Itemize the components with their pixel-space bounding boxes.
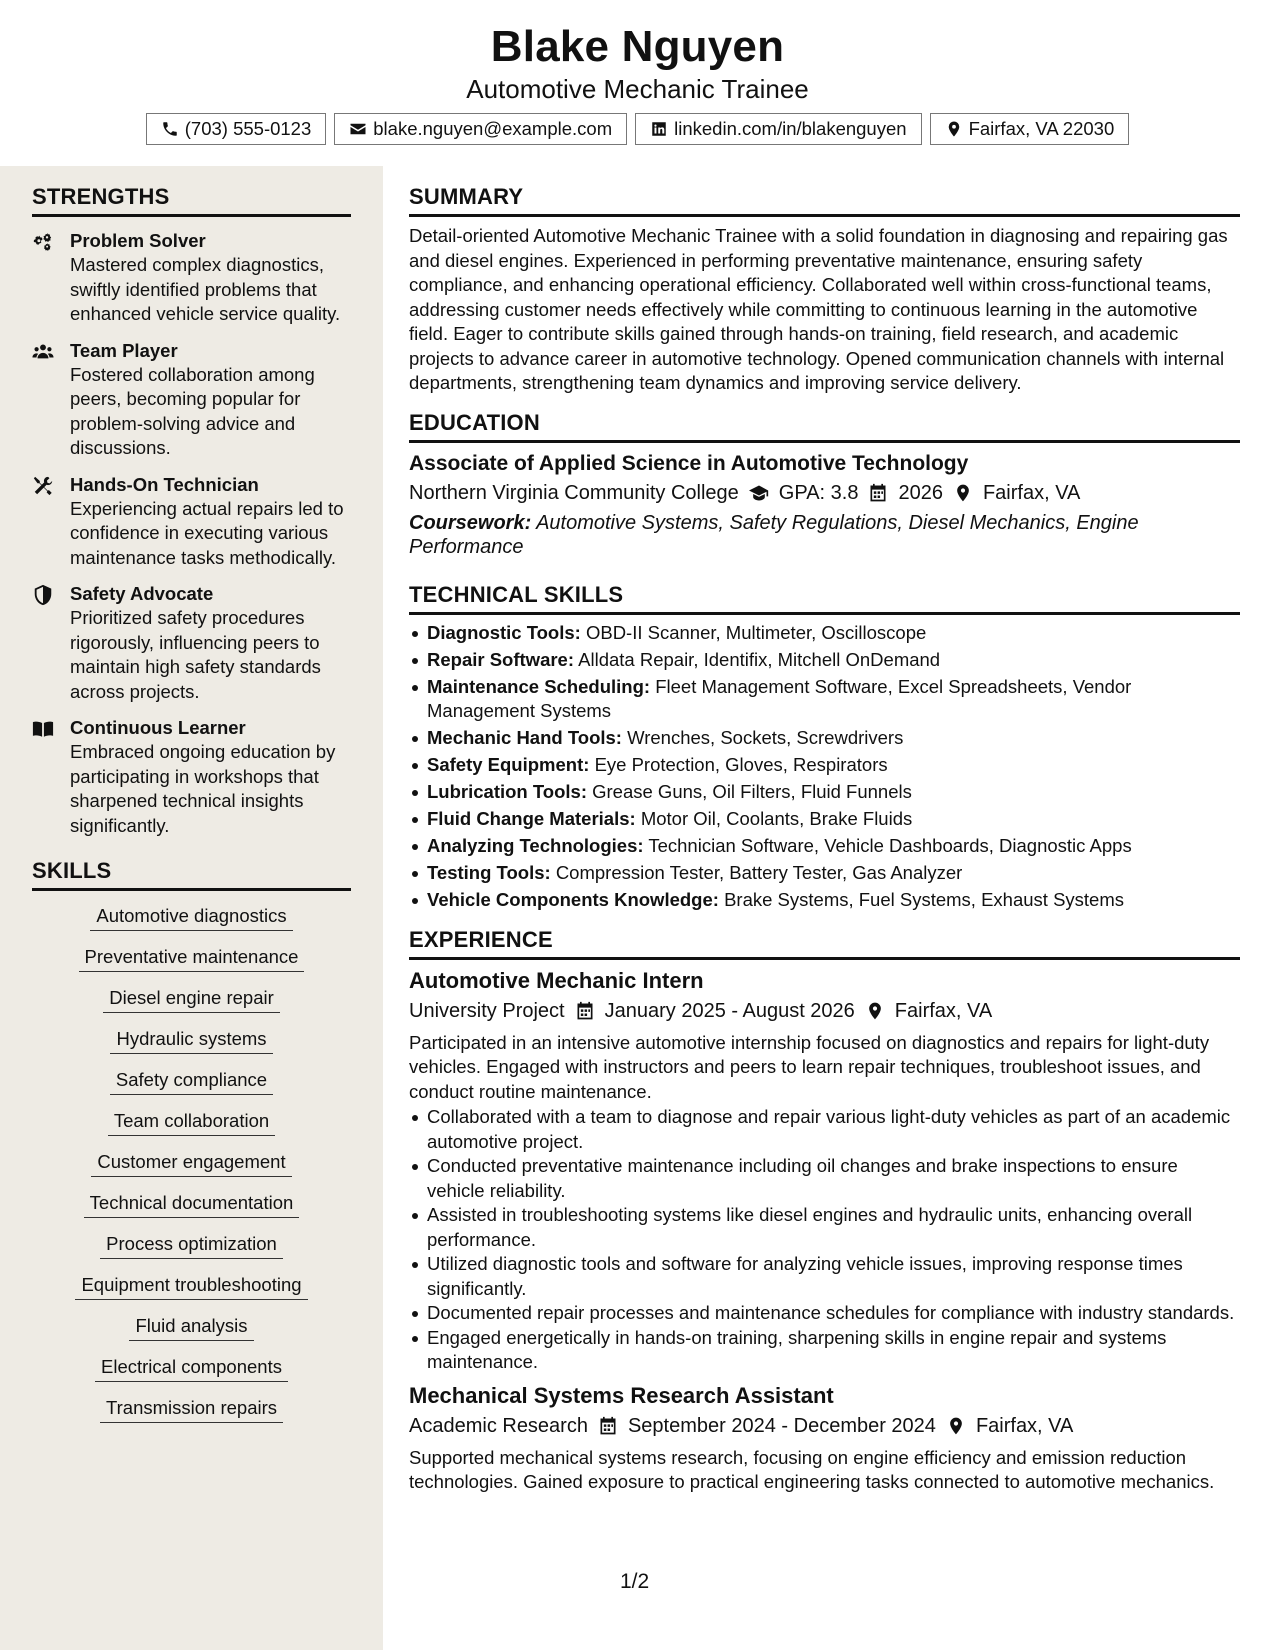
contact-phone[interactable] [146,113,327,145]
list-item [409,834,1240,859]
strengths-heading: STRENGTHS [32,184,351,217]
page-number: 1/2 [620,1570,650,1593]
list-item: Conducted preventative maintenance including oil changes and brake inspections to ensure vehicle reliability. [409,1154,1240,1203]
skill-tag: Fluid analysis [129,1313,253,1341]
tech-skill-label: Lubrication Tools: [427,781,587,802]
job-description: Participated in an intensive automotive internship focused on diagnostics and repairs for light-duty vehicles. Engaged with instructors and peers to learn repair techniques, troubleshoot issues, and conduct routine maintenance. [409,1031,1210,1102]
job-location: Fairfax, VA [894,999,993,1022]
tech-skill-value: OBD-II Scanner, Multimeter, Oscilloscope [585,621,927,643]
education-heading: EDUCATION [409,410,1240,443]
education-location: Fairfax, VA [982,481,1081,504]
book-open-icon [32,718,54,740]
tech-skill-label: Maintenance Scheduling: [427,675,651,697]
shield-icon [32,584,54,606]
calendar-icon [868,483,888,503]
contact-bar [0,113,1275,145]
list-item [409,726,1240,751]
tech-skill-value: Alldata Repair, Identifix, Mitchell OnDemand [578,648,941,670]
tech-skill-label: Diagnostic Tools: [427,621,581,643]
school-name: Northern Virginia Community College [409,481,739,504]
strength-desc: Mastered complex diagnostics, swiftly identified problems that enhanced vehicle service quality. [70,254,341,324]
job-dates: September 2024 - December 2024 [627,1414,936,1437]
skill-tag: Team collaboration [108,1108,275,1136]
tech-skill-value: Technician Software, Vehicle Dashboards, Diagnostic Apps [648,835,1132,856]
skill-tag: Equipment troubleshooting [75,1272,307,1300]
tech-skill-value: Compression Tester, Battery Tester, Gas Analyzer [555,862,963,883]
tech-skill-label: Mechanic Hand Tools: [427,727,622,748]
calendar-icon [598,1416,618,1436]
skill-tag: Electrical components [95,1354,288,1382]
job-org: Academic Research [409,1414,588,1437]
tech-skill-label: Repair Software: [427,648,575,670]
tech-skill-label: Vehicle Components Knowledge: [427,889,719,910]
strength-item [32,582,351,704]
contact-location [930,113,1130,145]
list-item [409,780,1240,805]
tech-skill-label: Testing Tools: [427,862,551,883]
job-meta [409,1415,1240,1438]
graduation-cap-icon [749,483,769,503]
list-item [409,807,1240,832]
gears-icon [32,231,54,253]
degree-title: Associate of Applied Science in Automotive Technology [409,451,969,475]
strength-title: Team Player [70,339,178,361]
calendar-icon [575,1001,595,1021]
coursework [409,511,1240,560]
skill-tag: Process optimization [100,1231,283,1259]
tech-skill-value: Wrenches, Sockets, Screwdrivers [627,727,904,748]
job-description: Supported mechanical systems research, focusing on engine efficiency and emission reduction technologies. Gained exposure to practical engineering tasks connected to automotive mechanics. [409,1446,1215,1492]
phone-icon [161,120,179,138]
education-meta [409,482,1240,505]
list-item: Assisted in troubleshooting systems like diesel engines and hydraulic units, enhancing overall performance. [409,1203,1240,1252]
skill-tag: Transmission repairs [100,1395,283,1423]
strength-item [32,229,351,327]
summary-text: Detail-oriented Automotive Mechanic Trainee with a solid foundation in diagnosing and repairing gas and diesel engines. Experienced in performing preventative maintenance, ensuring safety compliance, and enhancing operational efficiency. Collaborated well within cross-functional teams, addressing customer needs effectively while committing to continuous learning in the automotive field. Eager to contribute skills gained through hands-on training, field research, and academic projects to advance career in automotive technology. Opened communication channels with internal departments, strengthening team dynamics and improving service delivery. [409,225,1228,393]
technical-skills-list [409,621,1240,913]
experience-heading: EXPERIENCE [409,927,1240,960]
strength-title: Problem Solver [70,230,206,251]
tech-skill-label: Fluid Change Materials: [427,808,636,829]
tools-icon [32,475,54,497]
strength-item [32,339,351,461]
strength-desc: Fostered collaboration among peers, becoming popular for problem-solving advice and discussions. [70,363,315,458]
strength-item [32,716,351,838]
skills-heading: SKILLS [32,858,351,891]
contact-linkedin[interactable] [635,113,921,145]
tech-skill-label: Analyzing Technologies: [427,835,644,856]
skill-tag: Diesel engine repair [103,985,280,1013]
linkedin-icon [650,120,668,138]
tech-skill-value: Eye Protection, Gloves, Respirators [594,754,888,775]
job-dates: January 2025 - August 2026 [604,999,855,1022]
main-content [409,166,1240,1495]
job-title: Automotive Mechanic Intern [409,967,704,993]
map-marker-icon [953,483,973,503]
contact-email-text: blake.nguyen@example.com [373,118,613,139]
list-item [409,648,1240,673]
list-item [409,888,1240,913]
graduation-year: 2026 [898,481,943,504]
strength-title: Continuous Learner [70,717,246,738]
skills-list [32,903,351,1423]
candidate-role: Automotive Mechanic Trainee [466,74,809,104]
contact-linkedin-text: linkedin.com/in/blakenguyen [674,118,907,139]
contact-email[interactable] [334,113,627,145]
job-bullets [409,1105,1240,1375]
contact-location-text: Fairfax, VA 22030 [968,118,1115,139]
map-marker-icon [945,120,963,138]
list-item [409,621,1240,646]
list-item: Documented repair processes and maintenance schedules for compliance with industry standards. [409,1301,1240,1326]
coursework-label: Coursework: [409,511,532,534]
list-item [409,675,1240,724]
job-org: University Project [409,999,565,1022]
list-item [409,753,1240,778]
strength-desc: Experiencing actual repairs led to confidence in executing various maintenance tasks methodically. [70,497,344,568]
skill-tag: Preventative maintenance [79,944,305,972]
skill-tag: Technical documentation [84,1190,300,1218]
summary-heading: SUMMARY [409,184,1240,217]
job-location: Fairfax, VA [975,1414,1074,1437]
strength-desc: Prioritized safety procedures rigorously, influencing peers to maintain high safety standards across projects. [70,607,321,702]
technical-skills-heading: TECHNICAL SKILLS [409,582,1240,615]
strength-title: Hands-On Technician [70,473,259,495]
strength-title: Safety Advocate [70,583,214,604]
list-item: Utilized diagnostic tools and software for analyzing vehicle issues, improving response times significantly. [409,1252,1240,1301]
skill-tag: Hydraulic systems [110,1026,272,1054]
job-title: Mechanical Systems Research Assistant [409,1382,834,1408]
users-icon [32,341,54,363]
map-marker-icon [865,1001,885,1021]
resume-header [0,0,1275,166]
candidate-name: Blake Nguyen [490,22,785,71]
skill-tag: Customer engagement [91,1149,291,1177]
tech-skill-value: Grease Guns, Oil Filters, Fluid Funnels [592,781,912,802]
tech-skill-label: Safety Equipment: [427,754,590,775]
gpa: GPA: 3.8 [778,481,859,504]
strength-item [32,473,351,571]
list-item [409,861,1240,886]
tech-skill-value: Motor Oil, Coolants, Brake Fluids [640,808,913,829]
list-item: Collaborated with a team to diagnose and repair various light-duty vehicles as part of an academic automotive project. [409,1105,1240,1154]
list-item: Engaged energetically in hands-on training, sharpening skills in engine repair and systems maintenance. [409,1326,1240,1375]
contact-phone-text: (703) 555-0123 [184,118,312,139]
skill-tag: Automotive diagnostics [90,903,292,931]
strength-desc: Embraced ongoing education by participating in workshops that sharpened technical insights significantly. [70,741,336,836]
envelope-icon [349,120,367,138]
coursework-list: Automotive Systems, Safety Regulations, Diesel Mechanics, Engine Performance [409,511,1139,558]
tech-skill-value: Brake Systems, Fuel Systems, Exhaust Systems [724,889,1125,910]
map-marker-icon [946,1416,966,1436]
sidebar [0,166,383,1650]
skill-tag: Safety compliance [110,1067,273,1095]
tech-skill-value: Fleet Management Software, Excel Spreadsheets, Vendor Management Systems [427,675,1132,721]
job-meta [409,1000,1240,1023]
